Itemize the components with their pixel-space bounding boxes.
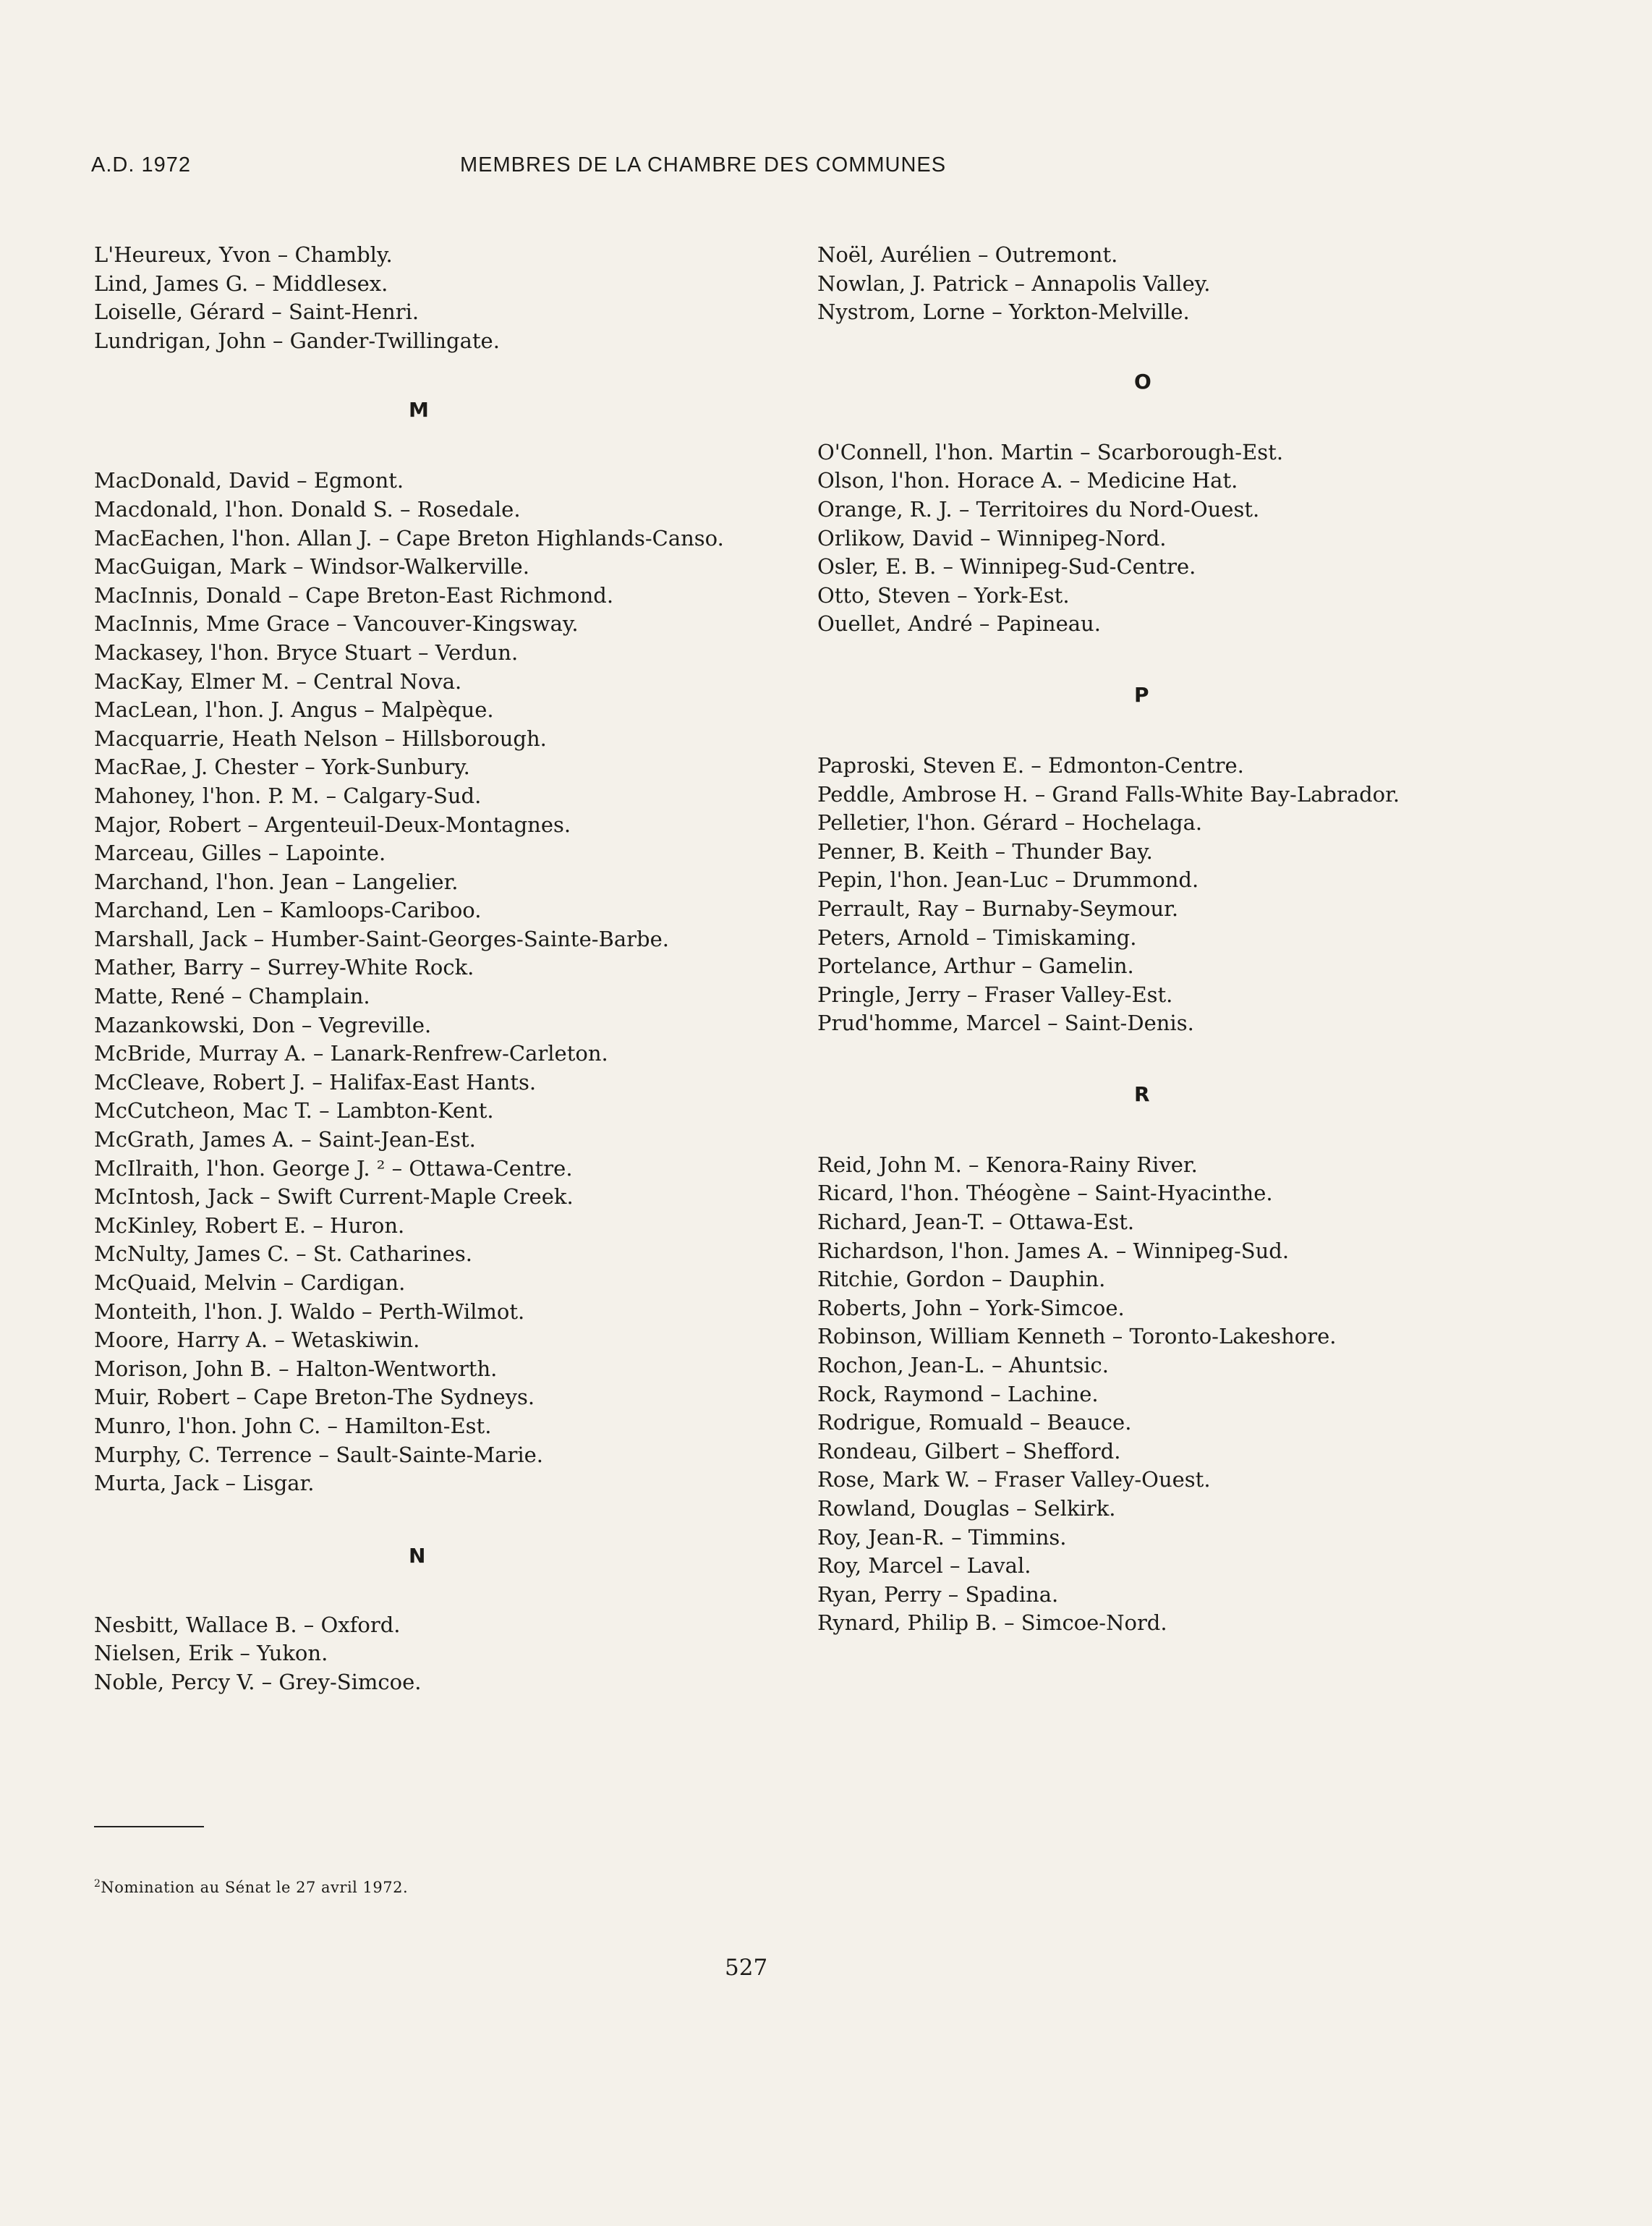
- member-entry: Nowlan, J. Patrick – Annapolis Valley.: [817, 271, 1211, 296]
- member-entry: Lind, James G. – Middlesex.: [94, 271, 388, 296]
- member-entry: McGrath, James A. – Saint-Jean-Est.: [94, 1127, 476, 1152]
- entry-list-o: [817, 438, 1541, 639]
- footnote: [94, 1878, 408, 1896]
- member-entry: Rondeau, Gilbert – Shefford.: [817, 1438, 1121, 1464]
- left-column: [94, 241, 745, 1697]
- member-entry: Ritchie, Gordon – Dauphin.: [817, 1267, 1106, 1292]
- entry-list-l: [94, 241, 745, 355]
- section-letter-p: P: [1134, 682, 1149, 707]
- member-entry: Rowland, Douglas – Selkirk.: [817, 1496, 1116, 1521]
- member-entry: Richard, Jean-T. – Ottawa-Est.: [817, 1210, 1135, 1235]
- member-entry: McCutcheon, Mac T. – Lambton-Kent.: [94, 1098, 494, 1123]
- section-letter-m: M: [409, 398, 429, 422]
- footnote-divider: [94, 1826, 204, 1827]
- member-entry: Rock, Raymond – Lachine.: [817, 1381, 1099, 1406]
- member-entry: MacDonald, David – Egmont.: [94, 468, 404, 493]
- entry-list-n2: [817, 241, 1541, 327]
- member-entry: Osler, E. B. – Winnipeg-Sud-Centre.: [817, 554, 1196, 579]
- member-entry: Nesbitt, Wallace B. – Oxford.: [94, 1612, 401, 1637]
- member-entry: Pringle, Jerry – Fraser Valley-Est.: [817, 982, 1173, 1007]
- member-entry: Robinson, William Kenneth – Toronto-Lakeshore.: [817, 1324, 1337, 1349]
- member-entry: Pelletier, l'hon. Gérard – Hochelaga.: [817, 810, 1203, 836]
- member-entry: Ouellet, André – Papineau.: [817, 611, 1101, 637]
- member-entry: Perrault, Ray – Burnaby-Seymour.: [817, 896, 1179, 921]
- member-entry: Mackasey, l'hon. Bryce Stuart – Verdun.: [94, 640, 519, 665]
- member-entry: Murphy, C. Terrence – Sault-Sainte-Marie.: [94, 1442, 543, 1467]
- member-entry: Orange, R. J. – Territoires du Nord-Ouest.: [817, 496, 1260, 522]
- member-entry: Otto, Steven – York-Est.: [817, 582, 1070, 608]
- entry-list-m: [94, 467, 745, 1498]
- member-entry: Macdonald, l'hon. Donald S. – Rosedale.: [94, 496, 521, 522]
- right-column: [817, 241, 1541, 1638]
- member-entry: Loiselle, Gérard – Saint-Henri.: [94, 300, 420, 325]
- member-entry: Noble, Percy V. – Grey-Simcoe.: [94, 1669, 422, 1694]
- member-entry: Major, Robert – Argenteuil-Deux-Montagnes.: [94, 812, 571, 837]
- member-entry: MacInnis, Mme Grace – Vancouver-Kingsway.: [94, 611, 579, 637]
- entry-list-r: [817, 1151, 1541, 1638]
- member-entry: Reid, John M. – Kenora-Rainy River.: [817, 1152, 1198, 1177]
- member-entry: Paproski, Steven E. – Edmonton-Centre.: [817, 752, 1244, 778]
- member-entry: Mahoney, l'hon. P. M. – Calgary-Sud.: [94, 783, 482, 808]
- member-entry: Nielsen, Erik – Yukon.: [94, 1641, 328, 1666]
- member-entry: Olson, l'hon. Horace A. – Medicine Hat.: [817, 468, 1238, 493]
- member-entry: Lundrigan, John – Gander-Twillingate.: [94, 328, 500, 353]
- member-entry: Rochon, Jean-L. – Ahuntsic.: [817, 1353, 1109, 1378]
- member-entry: MacRae, J. Chester – York-Sunbury.: [94, 755, 470, 780]
- member-entry: Morison, John B. – Halton-Wentworth.: [94, 1356, 498, 1381]
- member-entry: Rodrigue, Romuald – Beauce.: [817, 1410, 1132, 1435]
- member-entry: McQuaid, Melvin – Cardigan.: [94, 1270, 406, 1295]
- member-entry: Munro, l'hon. John C. – Hamilton-Est.: [94, 1413, 492, 1438]
- member-entry: Roberts, John – York-Simcoe.: [817, 1295, 1125, 1320]
- member-entry: Nystrom, Lorne – Yorkton-Melville.: [817, 300, 1190, 325]
- header-year: A.D. 1972: [91, 153, 191, 177]
- member-entry: Matte, René – Champlain.: [94, 984, 370, 1009]
- member-entry: Prud'homme, Marcel – Saint-Denis.: [817, 1011, 1194, 1036]
- member-entry: MacKay, Elmer M. – Central Nova.: [94, 668, 462, 694]
- section-letter-r: R: [1134, 1082, 1150, 1106]
- footnote-marker: 2: [94, 1878, 101, 1890]
- member-entry: L'Heureux, Yvon – Chambly.: [94, 242, 393, 267]
- header-title: MEMBRES DE LA CHAMBRE DES COMMUNES: [460, 153, 947, 177]
- member-entry: Peddle, Ambrose H. – Grand Falls-White Bay-Labrador.: [817, 781, 1400, 807]
- member-entry: Marshall, Jack – Humber-Saint-Georges-Sainte-Barbe.: [94, 926, 669, 951]
- member-entry: Monteith, l'hon. J. Waldo – Perth-Wilmot.: [94, 1299, 525, 1324]
- member-entry: MacGuigan, Mark – Windsor-Walkerville.: [94, 554, 529, 579]
- member-entry: Noël, Aurélien – Outremont.: [817, 242, 1118, 267]
- member-entry: MacLean, l'hon. J. Angus – Malpèque.: [94, 697, 494, 723]
- member-entry: Peters, Arnold – Timiskaming.: [817, 925, 1137, 950]
- page-number: 527: [725, 1955, 768, 1981]
- member-entry: Marchand, l'hon. Jean – Langelier.: [94, 869, 459, 894]
- member-entry: Macquarrie, Heath Nelson – Hillsborough.: [94, 726, 547, 751]
- member-entry: Richardson, l'hon. James A. – Winnipeg-Sud.: [817, 1238, 1290, 1263]
- member-entry: McIlraith, l'hon. George J. ² – Ottawa-Centre.: [94, 1155, 573, 1181]
- section-letter-n: N: [409, 1543, 426, 1568]
- footnote-text: Nomination au Sénat le 27 avril 1972.: [101, 1879, 409, 1896]
- member-entry: Mazankowski, Don – Vegreville.: [94, 1012, 432, 1037]
- member-entry: Pepin, l'hon. Jean-Luc – Drummond.: [817, 867, 1199, 893]
- member-entry: MacInnis, Donald – Cape Breton-East Richmond.: [94, 582, 614, 608]
- member-entry: McCleave, Robert J. – Halifax-East Hants.: [94, 1069, 537, 1095]
- member-entry: McIntosh, Jack – Swift Current-Maple Creek.: [94, 1184, 574, 1210]
- member-entry: Rynard, Philip B. – Simcoe-Nord.: [817, 1610, 1167, 1636]
- member-entry: Orlikow, David – Winnipeg-Nord.: [817, 525, 1167, 551]
- section-letter-o: O: [1134, 369, 1151, 394]
- member-entry: Portelance, Arthur – Gamelin.: [817, 953, 1134, 979]
- member-entry: Marchand, Len – Kamloops-Cariboo.: [94, 898, 482, 923]
- member-entry: Penner, B. Keith – Thunder Bay.: [817, 838, 1153, 864]
- member-entry: Murta, Jack – Lisgar.: [94, 1471, 315, 1496]
- member-entry: McKinley, Robert E. – Huron.: [94, 1212, 405, 1238]
- member-entry: MacEachen, l'hon. Allan J. – Cape Breton Highlands-Canso.: [94, 525, 724, 551]
- member-entry: Ryan, Perry – Spadina.: [817, 1581, 1059, 1607]
- member-entry: Marceau, Gilles – Lapointe.: [94, 841, 386, 866]
- member-entry: Roy, Marcel – Laval.: [817, 1553, 1031, 1579]
- member-entry: O'Connell, l'hon. Martin – Scarborough-Est.: [817, 439, 1284, 464]
- member-entry: McBride, Murray A. – Lanark-Renfrew-Carleton.: [94, 1041, 608, 1066]
- member-entry: Muir, Robert – Cape Breton-The Sydneys.: [94, 1385, 535, 1410]
- entry-list-n: [94, 1611, 745, 1697]
- member-entry: Ricard, l'hon. Théogène – Saint-Hyacinthe.: [817, 1181, 1273, 1206]
- member-entry: Mather, Barry – Surrey-White Rock.: [94, 955, 474, 980]
- member-entry: Rose, Mark W. – Fraser Valley-Ouest.: [817, 1467, 1211, 1492]
- member-entry: Roy, Jean-R. – Timmins.: [817, 1524, 1067, 1550]
- member-entry: Moore, Harry A. – Wetaskiwin.: [94, 1327, 420, 1353]
- member-entry: McNulty, James C. – St. Catharines.: [94, 1241, 473, 1267]
- entry-list-p: [817, 752, 1541, 1038]
